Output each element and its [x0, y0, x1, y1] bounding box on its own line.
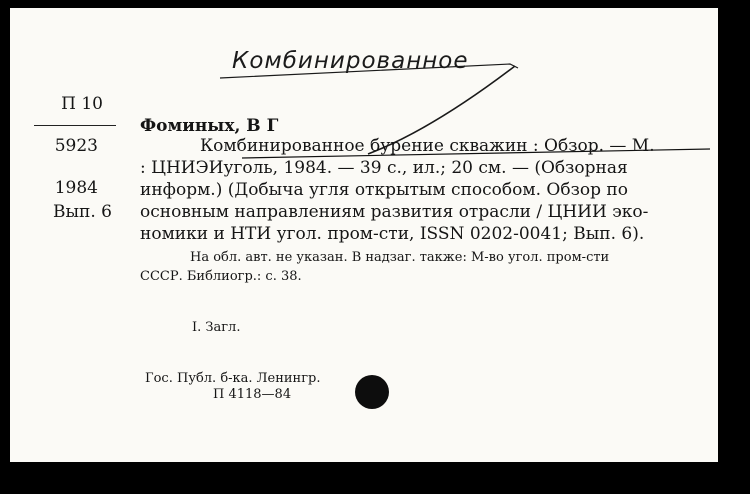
issue: Вып. 6 — [53, 202, 112, 222]
handwritten-note: Комбинированное — [232, 48, 469, 74]
description-line: номики и НТИ угол. пром-сти, ISSN 0202-0041; Вып. 6). — [140, 224, 645, 244]
year: 1984 — [54, 178, 98, 198]
description-line: основным направлениям развития отрасли / ЦНИИ эко- — [140, 202, 649, 222]
shelfmark-rule — [34, 125, 116, 126]
library-line: П 4118—84 — [213, 387, 292, 402]
description-line: : ЦНИЭИуголь, 1984. — 39 с., ил.; 20 см. — (Обзорная — [140, 158, 628, 178]
shelfmark: П 10 — [61, 94, 103, 114]
handwritten-underline — [220, 64, 518, 78]
author: Фоминых, В Г — [140, 116, 279, 136]
catalog-card — [10, 8, 718, 462]
description-line: Комбинированное бурение скважин : Обзор. — М. — [200, 136, 655, 156]
tracing: I. Загл. — [192, 320, 241, 335]
notes-line: На обл. авт. не указан. В надзаг. также: М-во угол. пром-сти — [190, 250, 610, 265]
notes-line: СССР. Библиогр.: с. 38. — [140, 269, 302, 284]
entry-number: 5923 — [54, 136, 98, 156]
punch-hole — [355, 375, 389, 409]
description-line: информ.) (Добыча угля открытым способом. Обзор по — [140, 180, 628, 200]
library-line: Гос. Публ. б-ка. Ленингр. — [145, 371, 321, 386]
